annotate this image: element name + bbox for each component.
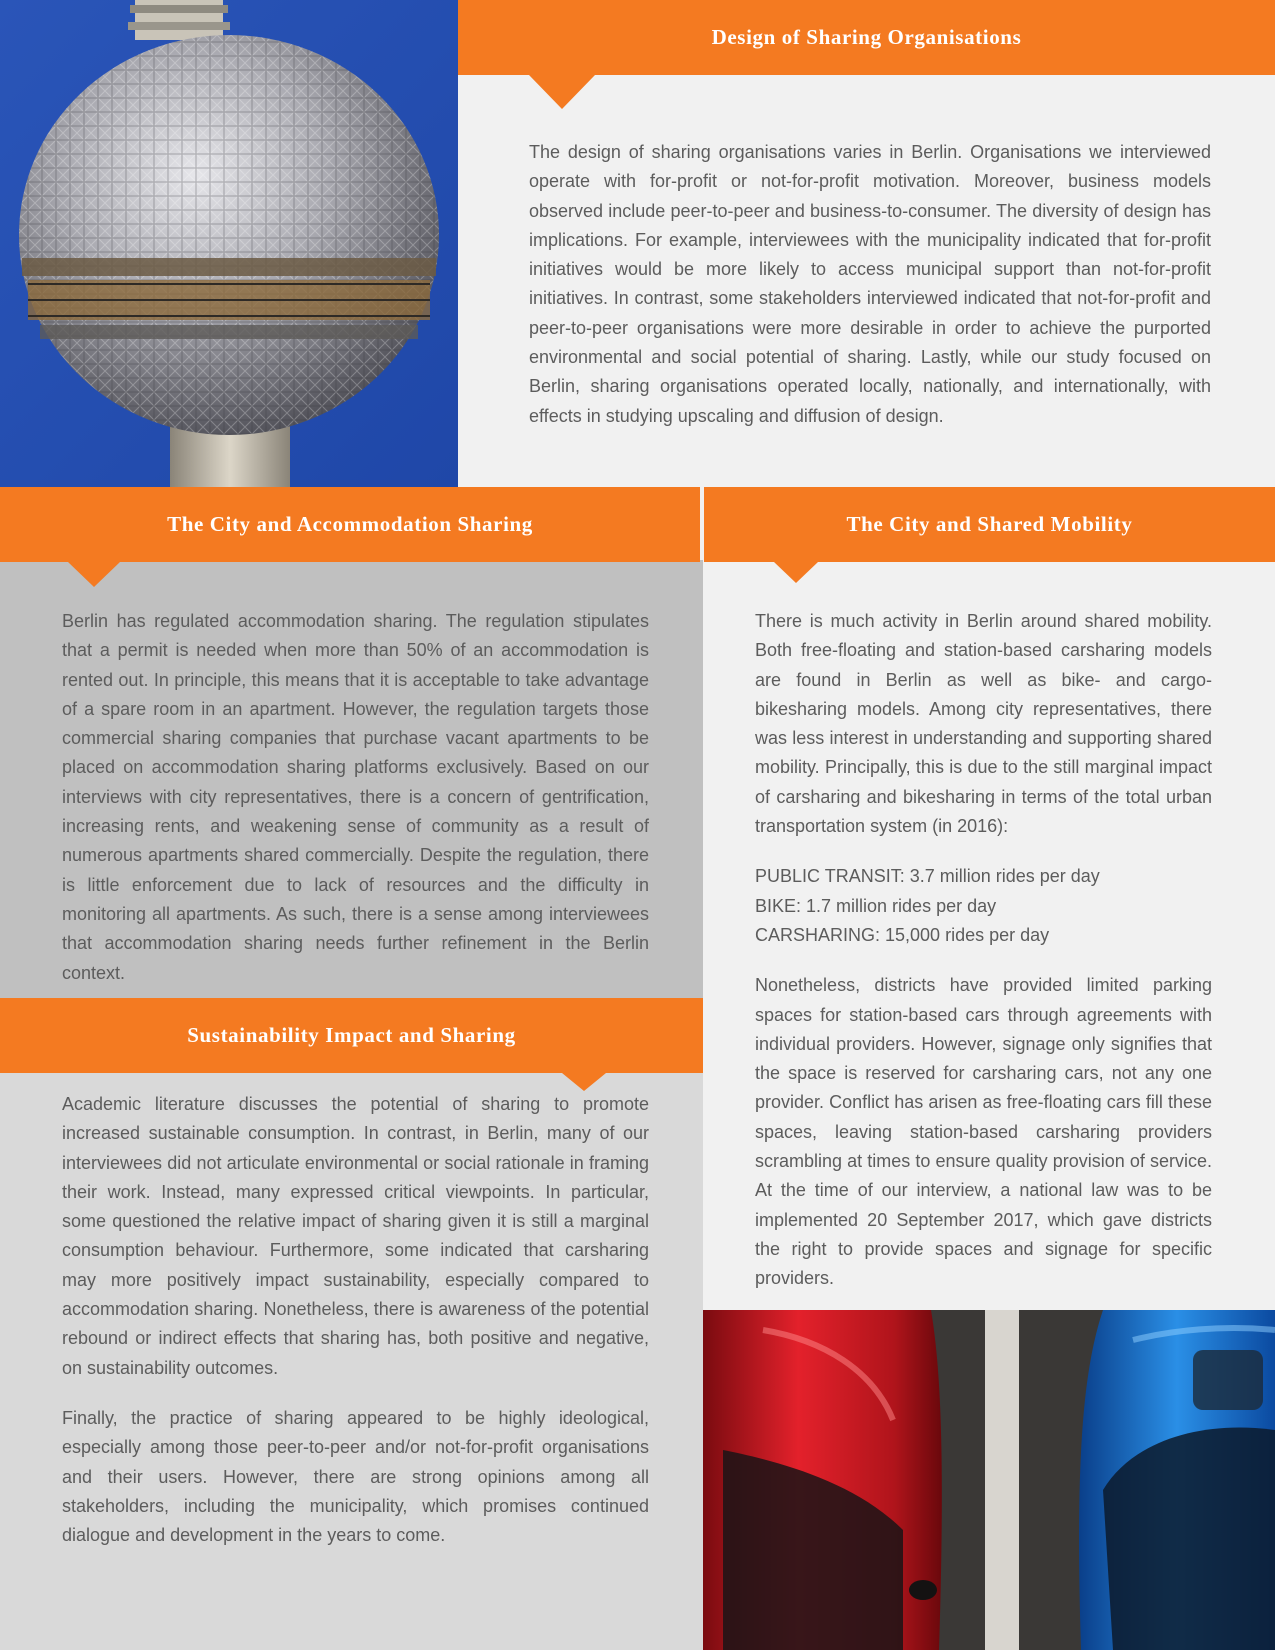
accommodation-paragraph: Berlin has regulated accommodation sharing. The regulation stipulates that a permit is needed when more than 50% of an accommodation is rented out. In principle, this means that it is acceptable to take advantage of a spare room in an apartment. However, the regulation targets those commercial sharing companies that purchase vacant apartments to be placed on accommodation sharing platforms exclusively. Based on our interviews with city representatives, there is a concern of gentrification, increasing rents, and weakening sense of community as a result of numerous apartments shared commercially. Despite the regulation, there is little enforcement due to lack of resources and the difficulty in monitoring all apartments. As such, there is a sense among interviewees that accommodation sharing needs further refinement in the Berlin context.	[62, 611, 649, 983]
parked-cars-photo	[703, 1310, 1275, 1650]
tv-tower-photo	[0, 0, 458, 487]
accommodation-header	[0, 487, 700, 562]
sustainability-paragraph-2: Finally, the practice of sharing appeared to be highly ideological, especially among those peer-to-peer and/or not-for-profit organisations and their users. However, there are strong opinions among all stakeholders, including the municipality, which promises continued dialogue and development in the years to come.	[62, 1407, 649, 1546]
design-title: Design of Sharing Organisations	[711, 25, 1022, 49]
accommodation-pointer	[68, 562, 120, 587]
sustainability-header	[0, 998, 703, 1073]
design-pointer	[529, 75, 595, 109]
mobility-stats	[755, 862, 1212, 950]
stat-carsharing: CARSHARING: 15,000 rides per day	[755, 924, 1050, 945]
mobility-header	[704, 487, 1275, 562]
design-body	[529, 138, 1211, 452]
mobility-title: The City and Shared Mobility	[846, 512, 1133, 536]
accommodation-body	[62, 607, 649, 1009]
mobility-closing: Nonetheless, districts have provided limited parking spaces for station-based cars through agreements with individual providers. However, signage only signifies that the space is reserved for carsharing cars, not any one provider. Conflict has arisen as free-floating cars fill these spaces, leaving station-based carsharing providers scrambling at times to ensure quality provision of service. At the time of our interview, a national law was to be implemented 20 September 2017, which gave districts the right to provide spaces and signage for specific providers.	[755, 975, 1212, 1289]
mobility-body	[755, 607, 1212, 1315]
mobility-intro: There is much activity in Berlin around shared mobility. Both free-floating and station-based carsharing models are found in Berlin as well as bike- and cargo-bikesharing models. Among city representatives, there was less interest in understanding and supporting shared mobility. Principally, this is due to the still marginal impact of carsharing and bikesharing in terms of the total urban transportation system (in 2016):	[755, 611, 1212, 837]
stat-bike: BIKE: 1.7 million rides per day	[755, 895, 997, 916]
sustainability-body	[62, 1090, 649, 1571]
stat-public-transit: PUBLIC TRANSIT: 3.7 million rides per day	[755, 866, 1100, 887]
accommodation-title: The City and Accommodation Sharing	[167, 512, 533, 536]
design-header	[458, 0, 1275, 75]
mobility-pointer	[774, 562, 818, 583]
design-paragraph: The design of sharing organisations varies in Berlin. Organisations we interviewed operate with for-profit or not-for-profit motivation. Moreover, business models observed include peer-to-peer and business-to-consumer. The diversity of design has implications. For example, interviewees with the municipality indicated that for-profit initiatives would be more likely to access municipal support than not-for-profit initiatives. In contrast, some stakeholders interviewed indicated that not-for-profit and peer-to-peer organisations were more desirable in order to achieve the purported environmental and social potential of sharing. Lastly, while our study focused on Berlin, sharing organisations operated locally, nationally, and internationally, with effects in studying upscaling and diffusion of design.	[529, 142, 1211, 426]
sustainability-pointer	[562, 1073, 606, 1091]
sustainability-title: Sustainability Impact and Sharing	[187, 1023, 516, 1047]
sustainability-paragraph-1: Academic literature discusses the potential of sharing to promote increased sustainable consumption. In contrast, in Berlin, many of our interviewees did not articulate environmental or social rationale in framing their work. Instead, many expressed critical viewpoints. In particular, some questioned the relative impact of sharing given it is still a marginal consumption behaviour. Furthermore, some indicated that carsharing may more positively impact sustainability, especially compared to accommodation sharing. Nonetheless, there is awareness of the potential rebound or indirect effects that sharing has, both positive and negative, on sustainability outcomes.	[62, 1094, 649, 1378]
